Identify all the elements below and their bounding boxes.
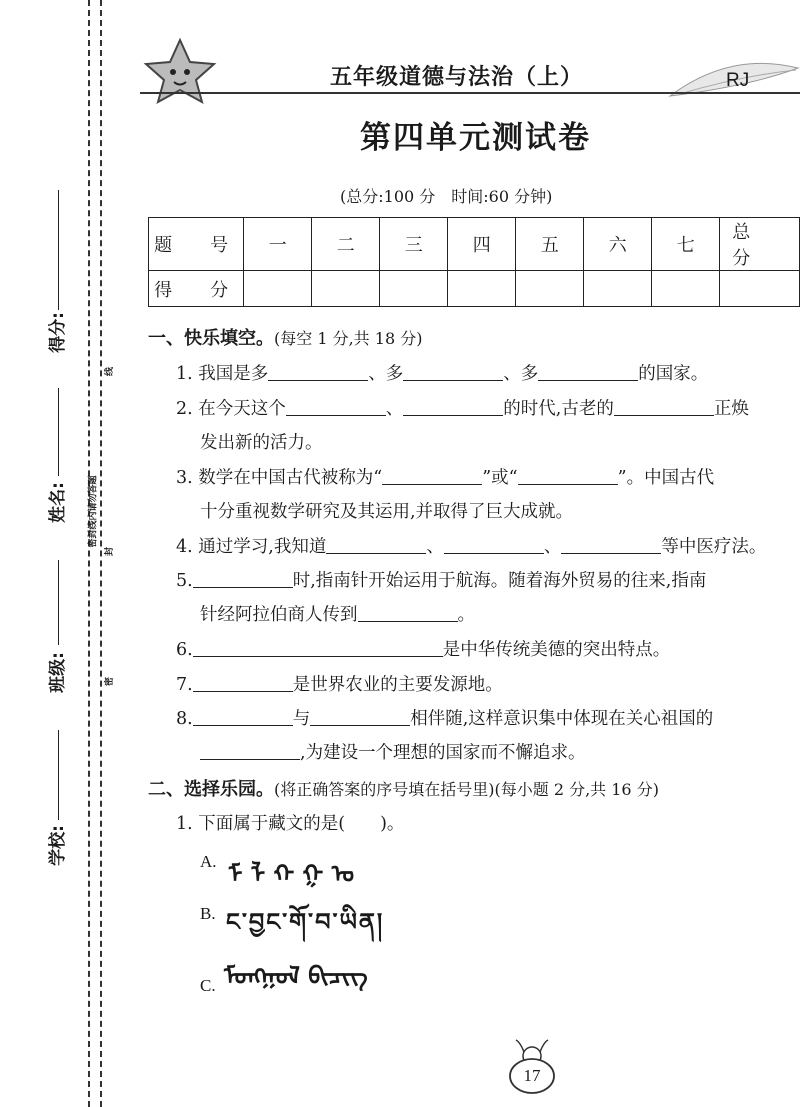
- score-cell[interactable]: [380, 271, 448, 307]
- question-1-5: 5. 时,指南针开始运用于航海。随着海外贸易的往来,指南: [176, 571, 707, 591]
- option-c-label[interactable]: C.: [200, 976, 216, 995]
- answer-blank[interactable]: [193, 674, 293, 692]
- score-table-score-row: [149, 271, 800, 307]
- option-c-script: ᠮᠣᠩᠭᠣᠯ ᠪᠢᠴᠢᠭ: [224, 961, 368, 990]
- question-1-5-continued: 针经阿拉伯商人传到 。: [200, 605, 475, 625]
- section-1-heading: [148, 324, 422, 350]
- answer-blank[interactable]: [614, 398, 714, 416]
- question-1-4: 4. 通过学习,我知道 、 、 等中医疗法。: [176, 537, 767, 557]
- column-7: 七: [652, 218, 720, 271]
- name-underline: [58, 388, 59, 476]
- school-label: 学校:: [47, 825, 68, 866]
- score-row-label: 得 分: [149, 271, 244, 307]
- score-table-header-row: [149, 218, 800, 271]
- question-1-6: 6. 是中华传统美德的突出特点。: [176, 640, 671, 660]
- score-cell[interactable]: [312, 271, 380, 307]
- binding-mark-line: 线: [105, 366, 116, 377]
- column-2: 二: [312, 218, 380, 271]
- answer-blank[interactable]: [561, 536, 661, 554]
- total-score-cell[interactable]: [720, 271, 800, 307]
- answer-blank[interactable]: [444, 536, 544, 554]
- total-label: 总 分: [720, 218, 800, 271]
- section-2-title: 二、选择乐园。: [148, 779, 274, 800]
- question-2-1: 1. 下面属于藏文的是( )。: [176, 814, 405, 834]
- question-1-2-continued: 发出新的活力。: [200, 433, 323, 453]
- binding-notice: 密封线内请勿答题: [88, 475, 99, 548]
- column-4: 四: [448, 218, 516, 271]
- school-underline: [58, 730, 59, 820]
- score-cell[interactable]: [516, 271, 584, 307]
- answer-blank[interactable]: [193, 639, 443, 657]
- answer-blank[interactable]: [382, 467, 482, 485]
- column-6: 六: [584, 218, 652, 271]
- answer-blank[interactable]: [358, 604, 458, 622]
- question-1-1: 1. 我国是多 、多 、多 的国家。: [176, 364, 709, 384]
- column-1: 一: [244, 218, 312, 271]
- section-2-note: (将正确答案的序号填在括号里)(每小题 2 分,共 16 分): [274, 780, 659, 799]
- question-1-3: 3. 数学在中国古代被称为“ ”或“ ”。中国古代: [176, 468, 715, 488]
- score-label: 得分:: [47, 312, 68, 353]
- page-number: 17: [523, 1066, 541, 1085]
- column-3: 三: [380, 218, 448, 271]
- option-b-label[interactable]: B.: [200, 904, 216, 923]
- answer-blank[interactable]: [268, 363, 368, 381]
- answer-blank[interactable]: [193, 708, 293, 726]
- answer-blank[interactable]: [518, 467, 618, 485]
- star-mascot-icon: [140, 36, 220, 106]
- question-1-8-continued: ,为建设一个理想的国家而不懈追求。: [200, 739, 586, 764]
- score-cell[interactable]: [652, 271, 720, 307]
- subject-title: 五年级道德与法治（上）: [330, 65, 584, 90]
- question-number-label: 题 号: [149, 218, 244, 271]
- score-cell[interactable]: [448, 271, 516, 307]
- column-5: 五: [516, 218, 584, 271]
- answer-blank[interactable]: [310, 708, 410, 726]
- page-title: 第四单元测试卷: [360, 120, 591, 156]
- binding-dashed-line-outer: [88, 0, 90, 1107]
- question-1-3-continued: 十分重视数学研究及其运用,并取得了巨大成就。: [200, 502, 574, 522]
- section-1-note: (每空 1 分,共 18 分): [274, 329, 423, 348]
- option-a-label[interactable]: A.: [200, 852, 217, 871]
- option-b-script: ང་བྱང་གོ་བ་ཡིན།: [226, 907, 385, 936]
- header-rule: [140, 92, 800, 94]
- binding-mark-dense: 密: [105, 676, 116, 687]
- score-cell[interactable]: [584, 271, 652, 307]
- answer-blank[interactable]: [200, 742, 300, 760]
- name-label: 姓名:: [47, 482, 68, 523]
- answer-blank[interactable]: [403, 398, 503, 416]
- section-1-title: 一、快乐填空。: [148, 328, 274, 349]
- score-underline: [58, 190, 59, 310]
- question-1-7: 7. 是世界农业的主要发源地。: [176, 675, 503, 695]
- score-table: [148, 217, 800, 307]
- class-underline: [58, 560, 59, 645]
- binding-mark-seal: 封: [105, 546, 116, 557]
- exam-meta: (总分:100 分 时间:60 分钟): [340, 187, 553, 206]
- question-1-2: 2. 在今天这个 、 的时代,古老的 正焕: [176, 399, 749, 419]
- section-2-heading: [148, 775, 659, 801]
- answer-blank[interactable]: [286, 398, 386, 416]
- answer-blank[interactable]: [193, 570, 293, 588]
- class-label: 班级:: [47, 652, 68, 693]
- option-a-script: ᠮ ᠯ ᠬ ᠭ ᠤ: [228, 859, 355, 888]
- answer-blank[interactable]: [538, 363, 638, 381]
- score-cell[interactable]: [244, 271, 312, 307]
- answer-blank[interactable]: [403, 363, 503, 381]
- answer-blank[interactable]: [326, 536, 426, 554]
- question-1-8: 8. 与 相伴随,这样意识集中体现在关心祖国的: [176, 709, 714, 729]
- edition-label: RJ: [726, 70, 750, 91]
